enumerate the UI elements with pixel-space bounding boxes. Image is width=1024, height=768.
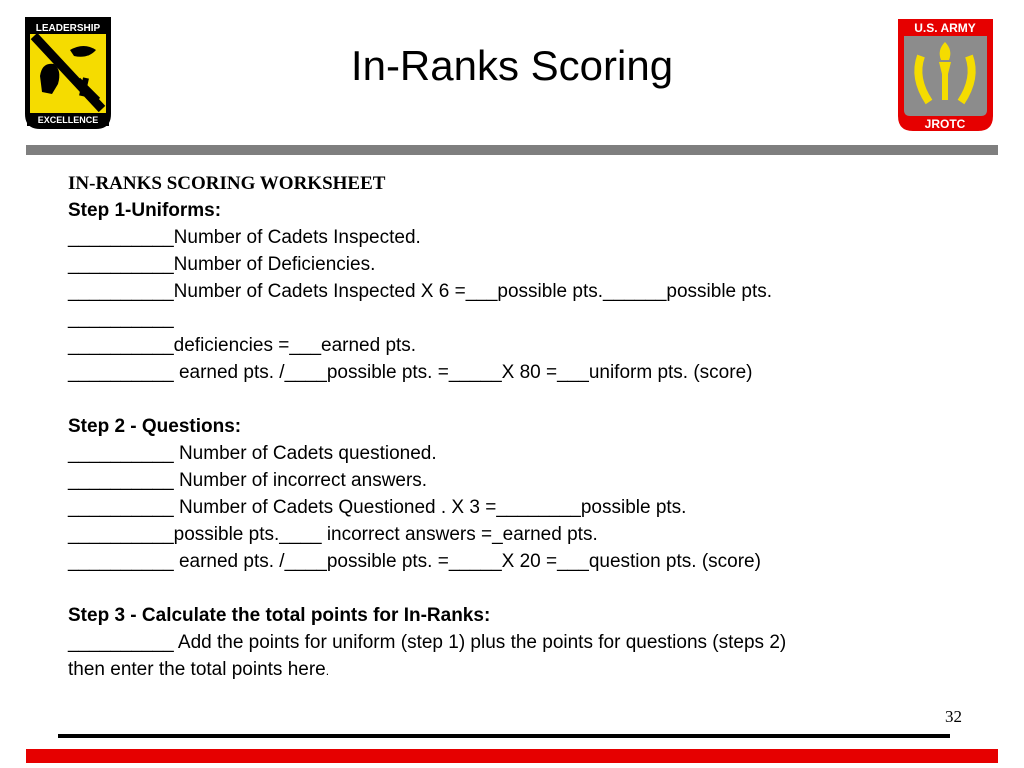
step1-line: __________ — [68, 308, 174, 329]
step1-line: __________Number of Deficiencies. — [68, 254, 376, 275]
page-title: In-Ranks Scoring — [350, 42, 674, 89]
step3-line2-period: . — [325, 664, 330, 678]
step3-line: __________ Add the points for uniform (step 1) plus the points for questions (steps 2) — [68, 632, 787, 653]
logo-left-top-text: LEADERSHIP — [35, 23, 101, 34]
logo-right-bottom-text: JROTC — [924, 117, 966, 131]
step3-title: Step 3 - Calculate the total points for In-Ranks: — [68, 605, 491, 626]
step2-title: Step 2 - Questions: — [68, 416, 242, 437]
footer-accent-bar — [26, 749, 998, 763]
spacer — [68, 575, 968, 602]
title-divider — [26, 145, 998, 155]
logo-right-top-text: U.S. ARMY — [914, 21, 976, 35]
step2-line: __________ earned pts. /____possible pts. =_____X 20 =___question pts. (score) — [68, 551, 761, 572]
step3-line2-text: then enter the total points here — [68, 659, 326, 680]
step2-line: __________possible pts.____ incorrect answers =_earned pts. — [68, 524, 598, 545]
step1-line: __________ earned pts. /____possible pts. =_____X 80 =___uniform pts. (score) — [68, 362, 753, 383]
spacer — [68, 386, 968, 413]
step1-title: Step 1-Uniforms: — [68, 200, 222, 221]
step1-line: __________Number of Cadets Inspected X 6 =___possible pts.______possible pts. — [68, 281, 773, 302]
step1-line: __________Number of Cadets Inspected. — [68, 227, 421, 248]
worksheet-body — [68, 170, 968, 683]
step2-line: __________ Number of Cadets Questioned . X 3 =________possible pts. — [68, 497, 687, 518]
page-number: 32 — [945, 707, 962, 726]
step1-line: __________deficiencies =___earned pts. — [68, 335, 417, 356]
logo-left-bottom-text: EXCELLENCE — [37, 115, 99, 125]
jrotc-badge-logo — [895, 16, 996, 134]
step3-line — [68, 656, 968, 683]
worksheet-heading: IN-RANKS SCORING WORKSHEET — [68, 173, 386, 194]
footer-divider — [58, 734, 950, 738]
step2-line: __________ Number of incorrect answers. — [68, 470, 428, 491]
step2-line: __________ Number of Cadets questioned. — [68, 443, 437, 464]
